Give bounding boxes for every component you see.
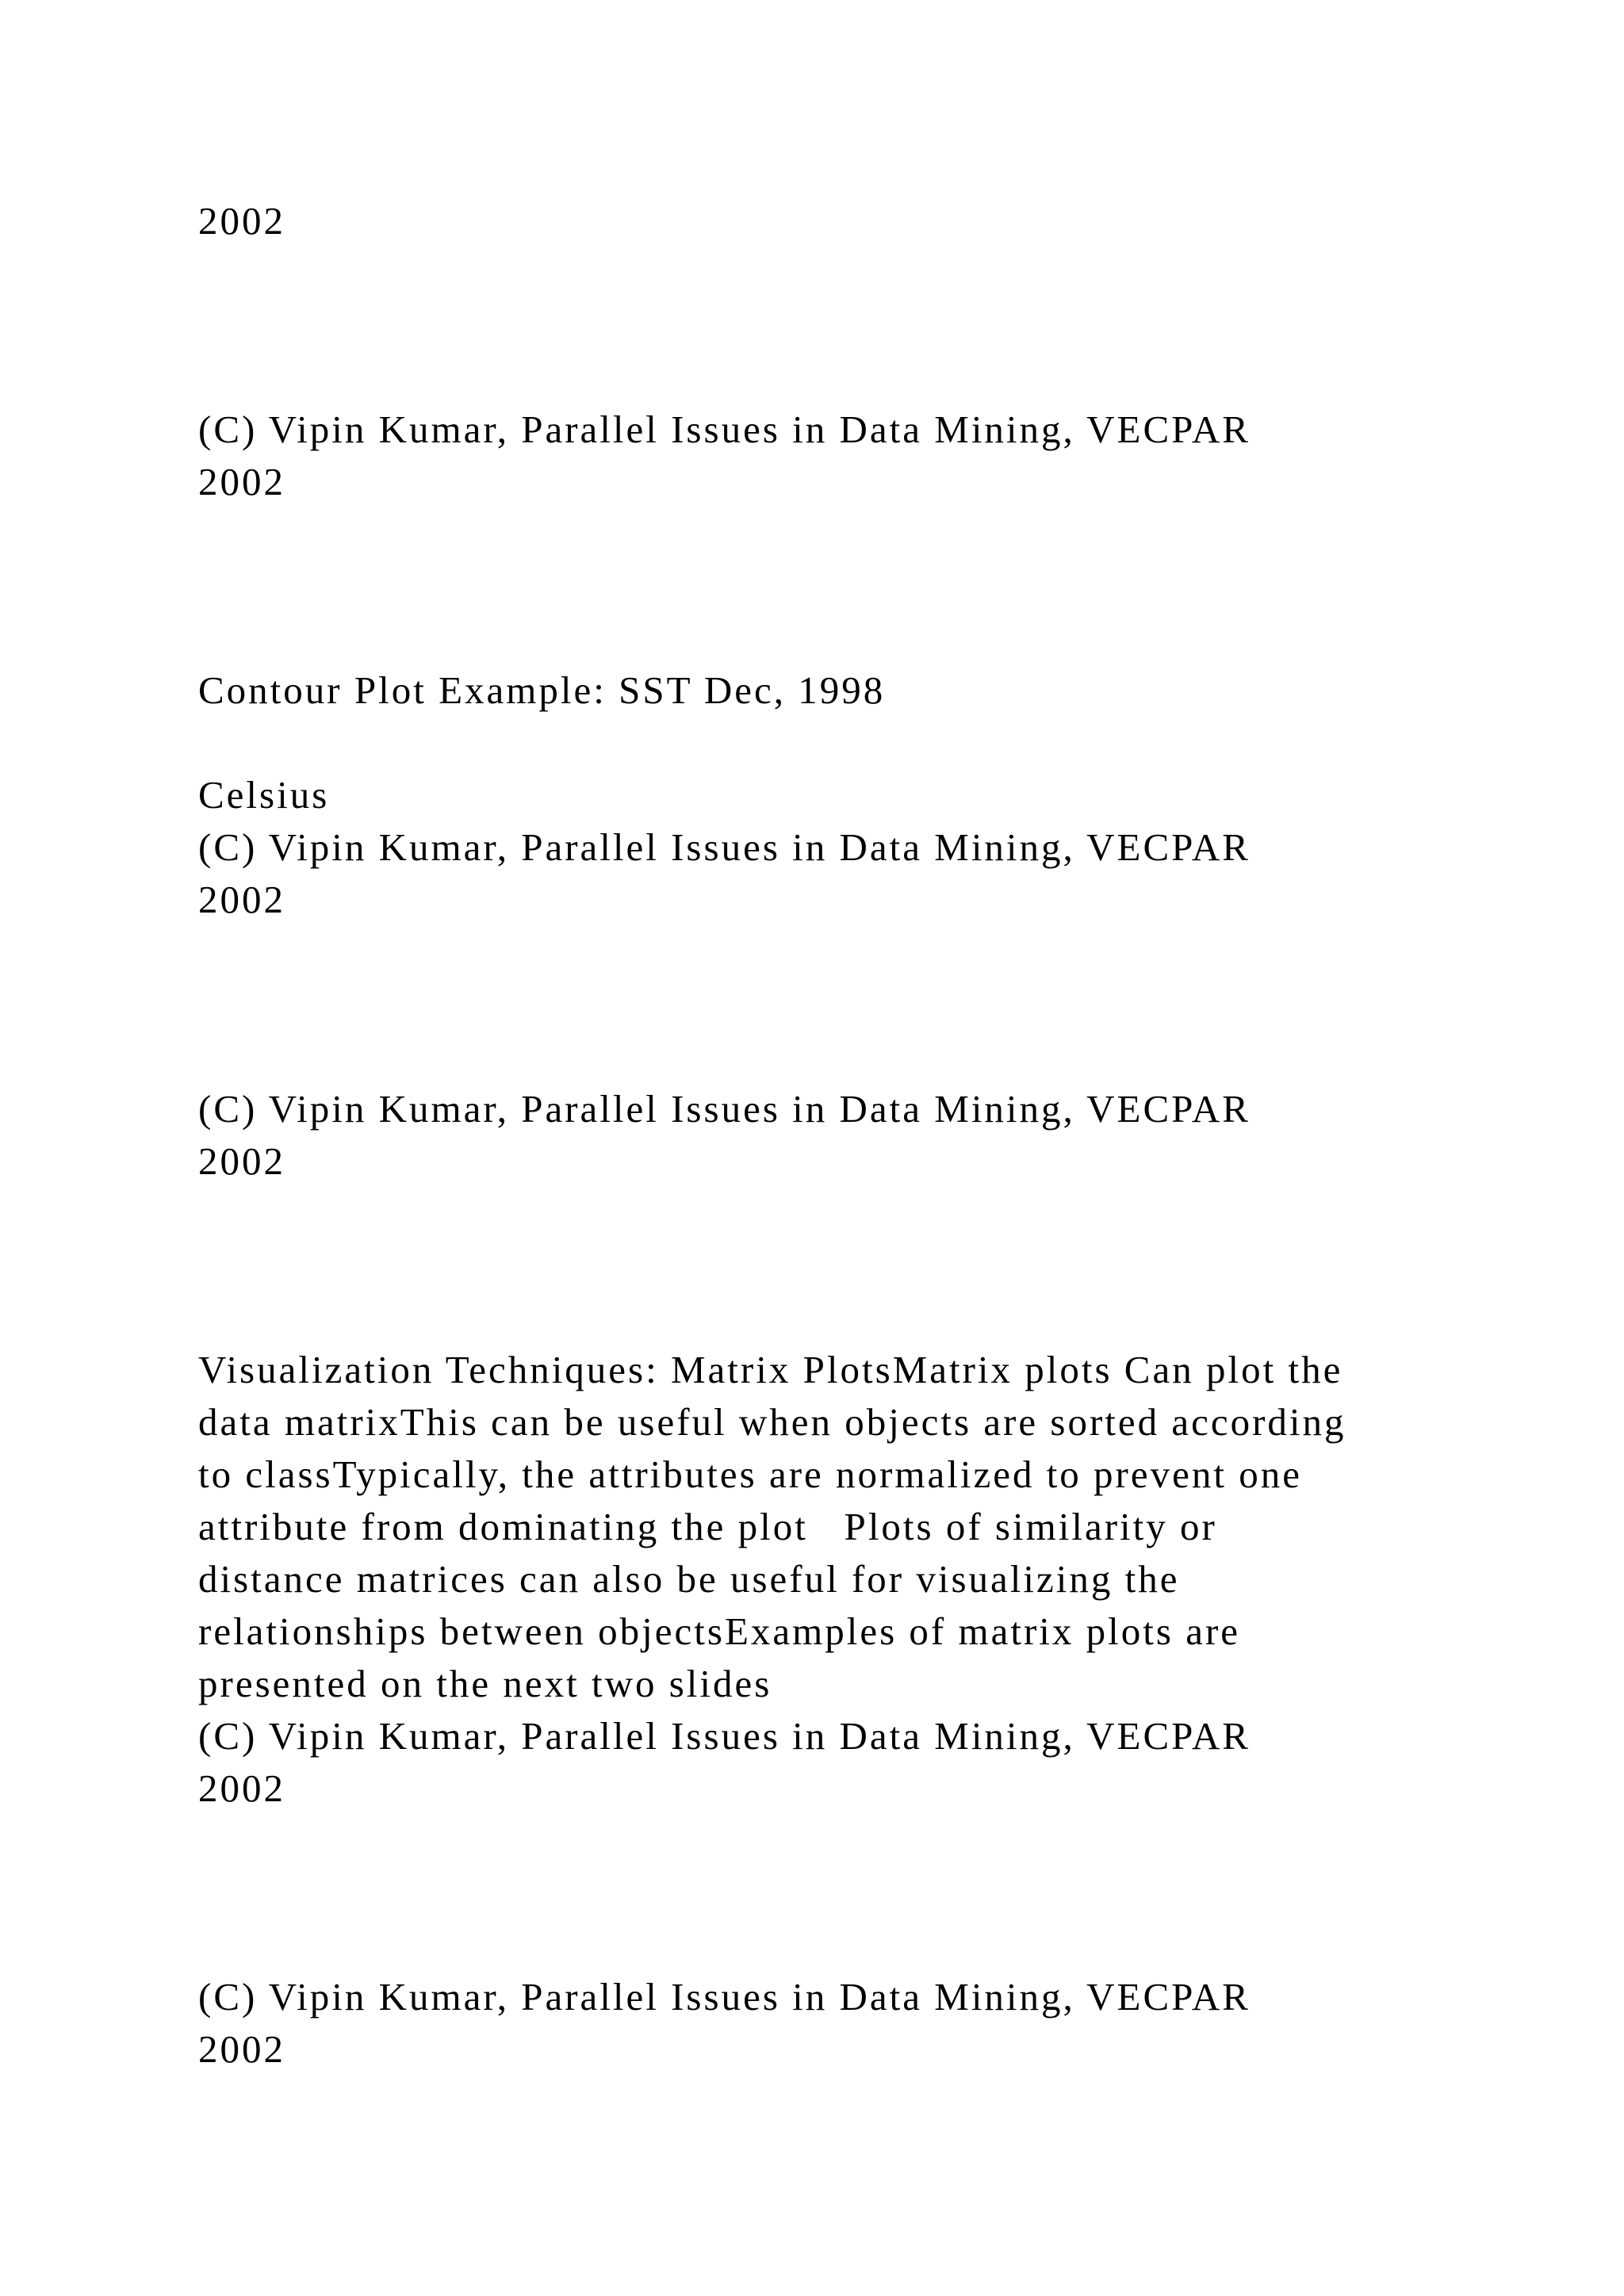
footer-citation-year: 2002 [198, 1766, 285, 1810]
body-paragraph-line: relationships between objectsExamples of matrix plots are [198, 1609, 1241, 1653]
footer-citation-line: (C) Vipin Kumar, Parallel Issues in Data Mining, VECPAR [198, 1087, 1251, 1131]
footer-citation-line: (C) Vipin Kumar, Parallel Issues in Data Mining, VECPAR [198, 1975, 1251, 2019]
axis-unit-label: Celsius [198, 773, 330, 817]
slide-title: Contour Plot Example: SST Dec, 1998 [198, 668, 886, 712]
body-paragraph-line: attribute from dominating the plot Plots of similarity or [198, 1505, 1217, 1548]
body-paragraph-line: Visualization Techniques: Matrix PlotsMatrix plots Can plot the [198, 1348, 1343, 1391]
body-paragraph-line: presented on the next two slides [198, 1662, 772, 1705]
footer-citation-line: (C) Vipin Kumar, Parallel Issues in Data Mining, VECPAR [198, 408, 1251, 451]
footer-citation-year: 2002 [198, 1139, 285, 1183]
footer-citation-line: (C) Vipin Kumar, Parallel Issues in Data Mining, VECPAR [198, 1714, 1251, 1758]
footer-citation-year: 2002 [198, 2027, 285, 2071]
footer-citation-year: 2002 [198, 460, 285, 503]
body-paragraph-line: data matrixThis can be useful when objects are sorted according [198, 1400, 1346, 1444]
footer-citation-line: (C) Vipin Kumar, Parallel Issues in Data Mining, VECPAR [198, 825, 1251, 869]
body-paragraph-line: distance matrices can also be useful for visualizing the [198, 1557, 1180, 1601]
footer-citation-year: 2002 [198, 878, 285, 921]
page-number-text: 2002 [198, 199, 285, 243]
body-paragraph-line: to classTypically, the attributes are normalized to prevent one [198, 1452, 1302, 1496]
